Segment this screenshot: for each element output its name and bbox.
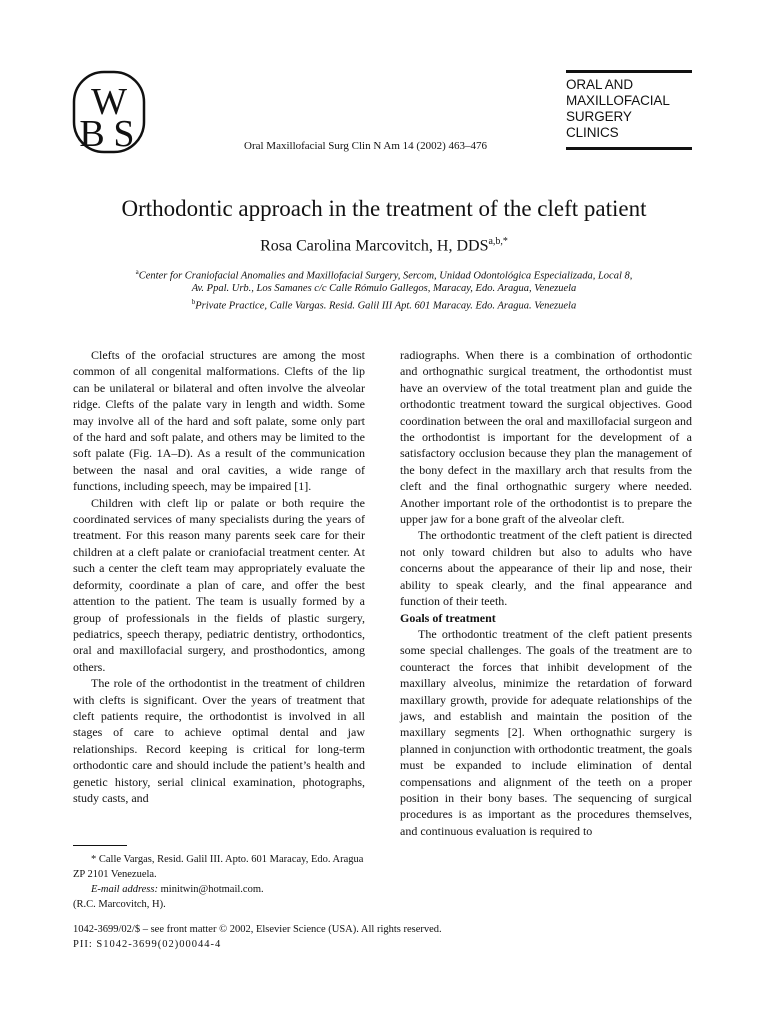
footnote-name: (R.C. Marcovitch, H). (73, 899, 166, 910)
author-line (0, 236, 768, 255)
footnote-rule (73, 845, 127, 846)
journal-line: ORAL AND (566, 77, 633, 92)
body-paragraph: Children with cleft lip or palate or both require the coordinated services of many specialists during the years of treatment. For this reason many parents seek care for their children at a cleft palate or craniofacial treatment center. At such a center the cleft team may appropriately evaluate the deformity, coordinate a plan of care, and offer the best attention to the patient. The team is usually formed by a group of professionals in the fields of plastic surgery, pediatrics, speech therapy, pediatric dentistry, orthodontics, oral and maxillofacial surgery, and prosthodontics, among others. (73, 495, 365, 674)
author-superscript: a,b,* (488, 236, 508, 247)
affiliation-text: Center for Craniofacial Anomalies and Maxillofacial Surgery, Sercom, Unidad Odontológica Especializada, Local 8, (138, 270, 633, 282)
author-name: Rosa Carolina Marcovitch, H, DDS (260, 237, 489, 255)
footnote (73, 852, 373, 912)
journal-name-block (566, 70, 692, 150)
body-paragraph: The orthodontic treatment of the cleft patient presents some special challenges. The goals of the treatment are to counteract the forces that inhibit development of the maxillary alveolus, minimize the retardation of forward maxillary growth, provide for adequate relationships of the jaws, and establish and maintain the position of the maxillary segments [2]. When orthognathic surgery is planned in conjunction with orthodontic treatment, the goals must be expanded to include elimination of dental compensations and alignment of the teeth on a proper position in their bony bases. The sequencing of surgical procedures is as important as the procedures themselves, and continuous evaluation is required to (400, 626, 692, 838)
copyright-block (73, 922, 442, 952)
svg-text:S: S (113, 113, 135, 154)
journal-rule-bottom (566, 147, 692, 150)
affiliation-text: Private Practice, Calle Vargas. Resid. Galil III Apt. 601 Maracay. Edo. Aragua. Venezuela (195, 300, 577, 312)
affiliation-b (0, 298, 768, 312)
footnote-email-line (73, 882, 373, 897)
pii-line: PII: S1042-3699(02)00044-4 (73, 939, 222, 950)
journal-line: SURGERY (566, 109, 632, 124)
affiliation-marker: b (191, 298, 196, 306)
copyright-line: 1042-3699/02/$ – see front matter © 2002, Elsevier Science (USA). All rights reserved. (73, 924, 442, 935)
body-column-right (400, 347, 692, 839)
affiliation-a (0, 268, 768, 282)
affiliation-a-line2: Av. Ppal. Urb., Los Samanes c/c Calle Rómulo Gallegos, Maracay, Edo. Aragua, Venezuela (191, 283, 577, 294)
journal-line: MAXILLOFACIAL (566, 93, 670, 108)
svg-text:B: B (79, 113, 105, 154)
article-title: Orthodontic approach in the treatment of the cleft patient (121, 196, 647, 221)
svg-text:W: W (91, 81, 127, 123)
publisher-logo (72, 70, 146, 154)
journal-rule-top (566, 70, 692, 73)
body-paragraph: The role of the orthodontist in the treatment of children with clefts is significant. Over the years of treatment that cleft patients require, the orthodontist is involved in all stages of care to achieve optimal dental and jaw relationships. Record keeping is critical for long-term orthodontic care and should include the patient’s health and genetic history, serial clinical examination, photographs, study casts, and (73, 676, 365, 805)
email-label: E-mail address: (91, 884, 158, 895)
affiliation-marker: a (135, 268, 139, 276)
body-paragraph: Clefts of the orofacial structures are among the most common of all congenital malformations. Clefts of the lip can be unilateral or bilateral and often involve the alveolar ridge. Clefts of the palate vary in length and width. Some may involve all of the hard and soft palate, some only part of the hard and soft palate, and others may be limited to the soft palate (Fig. 1A–D). As a result of the communication between the nasal and oral cavities, a wide range of functions, including speech, may be impaired [1]. (73, 348, 365, 494)
section-heading: Goals of treatment (400, 610, 496, 625)
journal-citation: Oral Maxillofacial Surg Clin N Am 14 (2002) 463–476 (244, 140, 487, 152)
body-paragraph: The orthodontic treatment of the cleft patient is directed not only toward children but also to adults who have concerns about the appearance of their lip and nose, their ability to speak clearly, and the final appearance and function of their teeth. (400, 528, 692, 609)
journal-line: CLINICS (566, 125, 619, 140)
body-column-left (73, 347, 365, 806)
email-address: minitwin@hotmail.com. (160, 884, 264, 895)
body-paragraph: radiographs. When there is a combination of orthodontic and orthognathic surgical treatment, the orthodontist must have an overview of the total treatment plan and guide the orthodontic treatment toward the surgical objectives. Good coordination between the oral and maxillofacial surgeon and the orthodontist is important for the development of a satisfactory occlusion because they plan the management of the bony defect in the maxillary arch that results from the cleft and the final orthognathic surgery where needed. Another important role of the orthodontist is to prepare the upper jaw for a bone graft of the alveolar cleft. (400, 348, 692, 527)
footnote-address: * Calle Vargas, Resid. Galil III. Apto. 601 Maracay, Edo. Aragua ZP 2101 Venezuela. (73, 854, 364, 880)
